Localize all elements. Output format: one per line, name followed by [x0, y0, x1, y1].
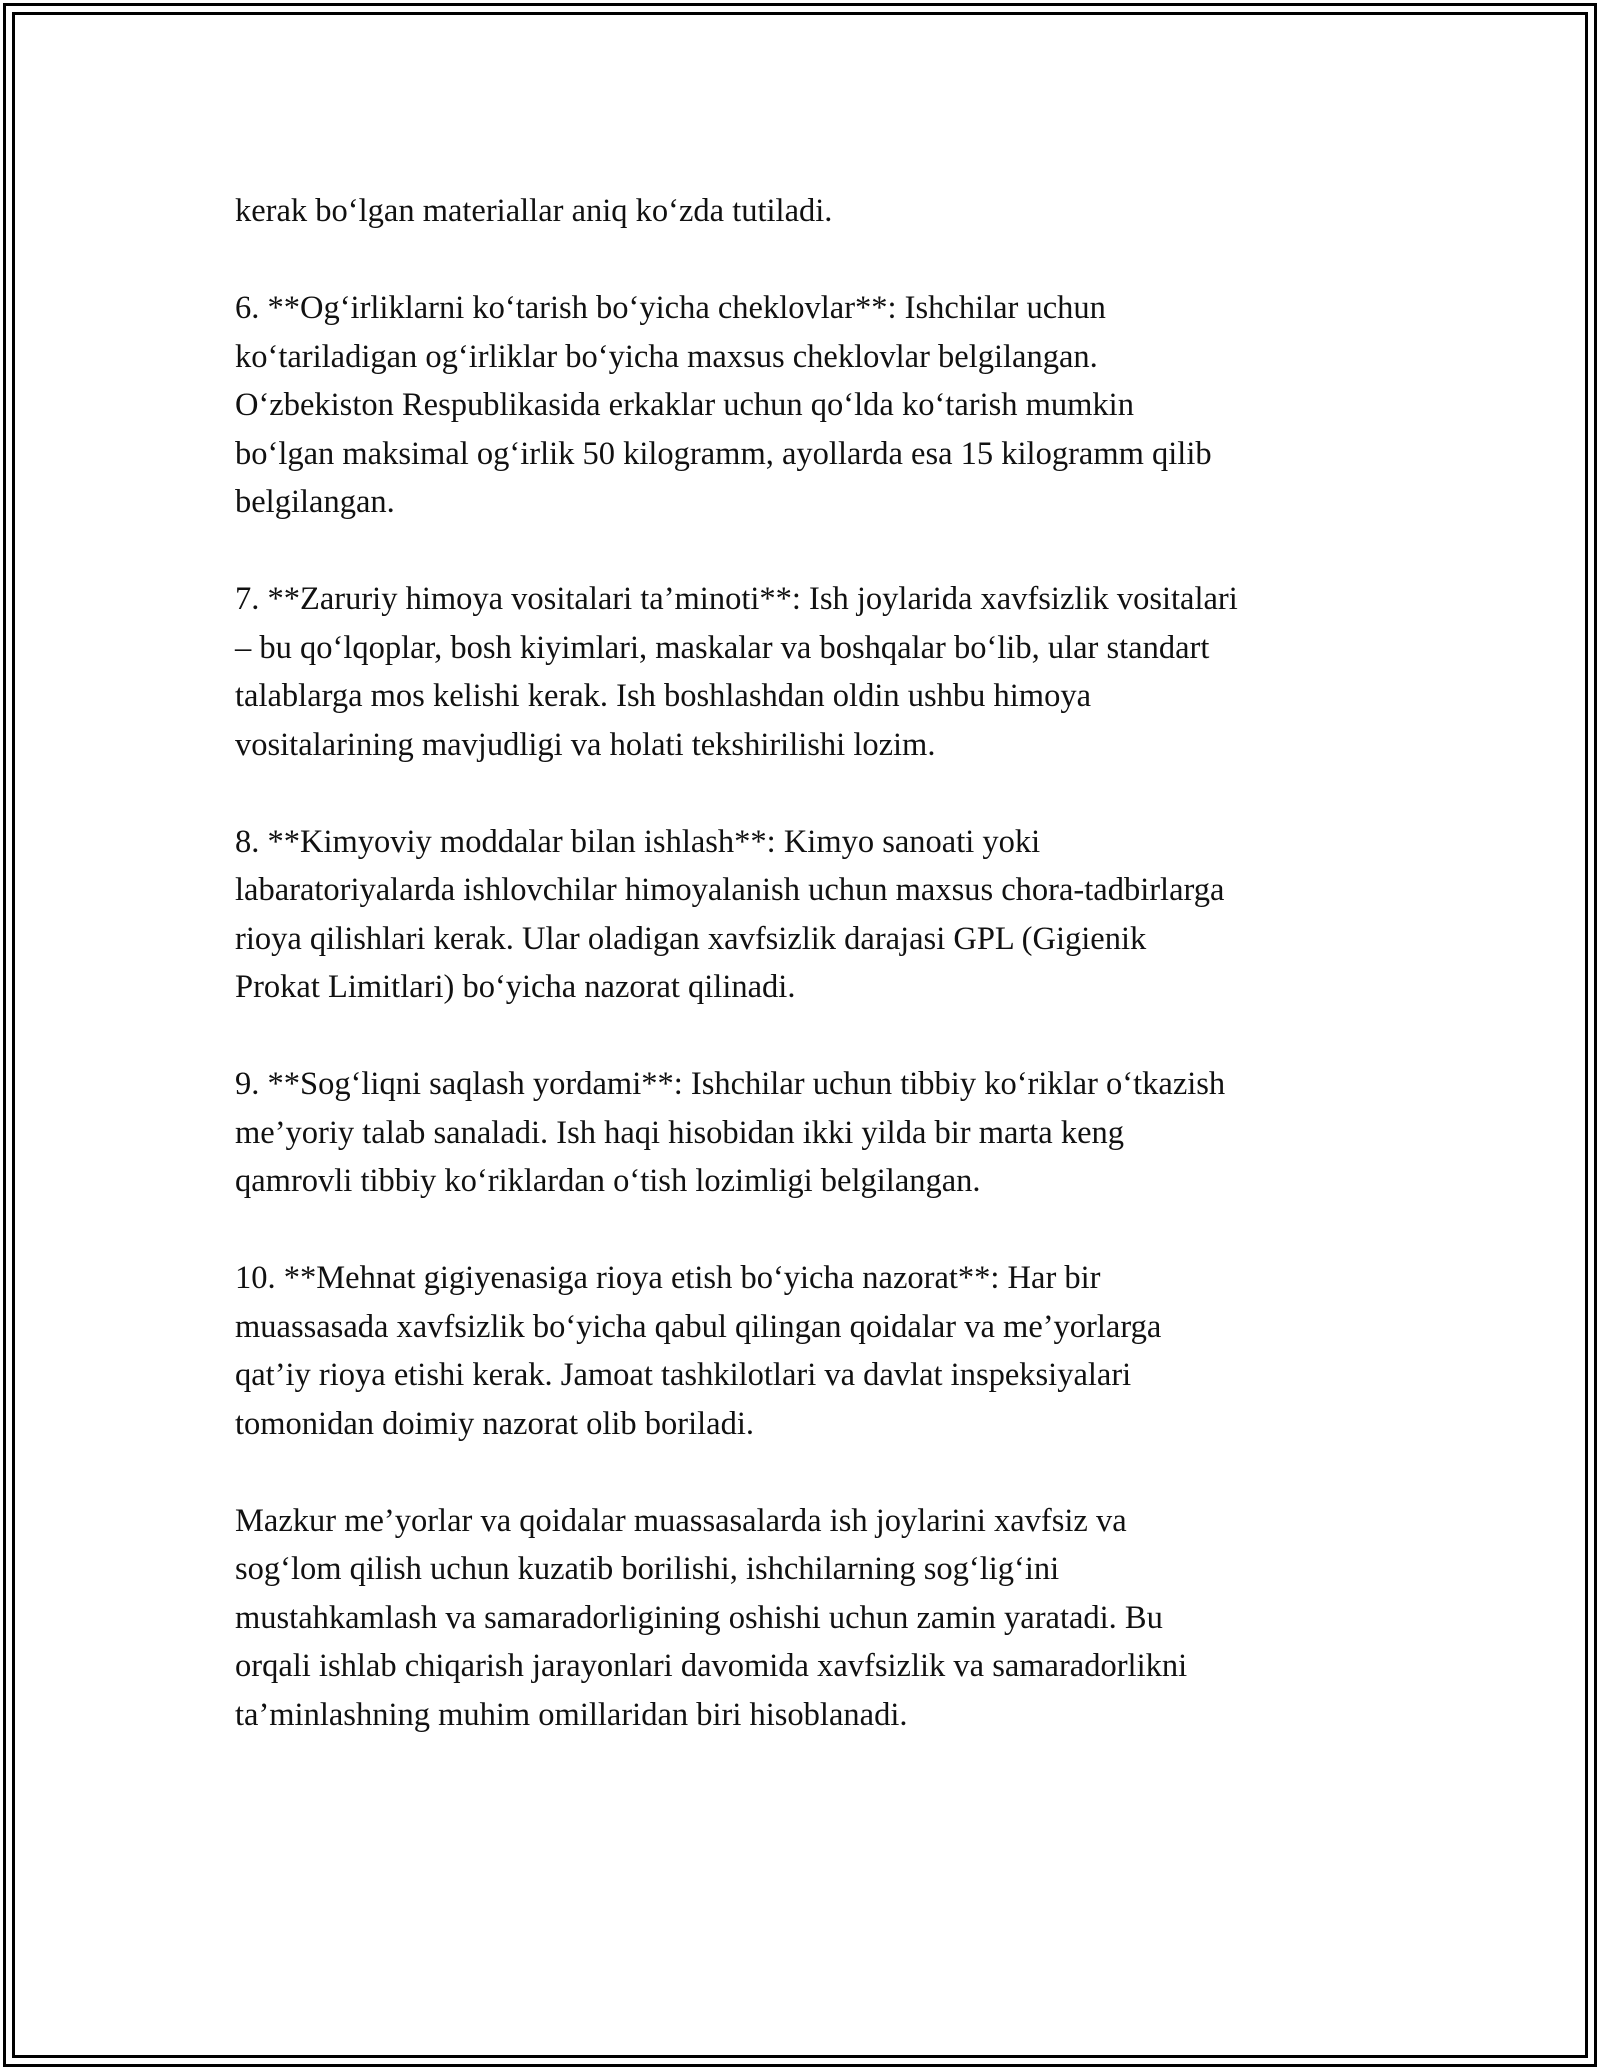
text-line: – bu qo‘lqoplar, bosh kiyimlari, maskalar va boshqalar bo‘lib, ular standart: [235, 629, 1210, 666]
text-line: 8. **Kimyoviy moddalar bilan ishlash**: Kimyo sanoati yoki: [235, 823, 1041, 860]
text-line: vositalarining mavjudligi va holati tekshirilishi lozim.: [235, 726, 936, 763]
text-line: belgilangan.: [235, 484, 395, 520]
text-line: orqali ishlab chiqarish jarayonlari davomida xavfsizlik va samaradorlikni: [235, 1648, 1188, 1684]
text-line: labaratoriyalarda ishlovchilar himoyalanish uchun maxsus chora-tadbirlarga: [235, 872, 1225, 908]
text-line: talablarga mos kelishi kerak. Ish boshlashdan oldin ushbu himoya: [235, 678, 1091, 714]
document-body: [235, 187, 1375, 1788]
paragraph-item-6: [235, 284, 1375, 527]
text-line: Prokat Limitlari) bo‘yicha nazorat qilinadi.: [235, 969, 796, 1005]
text-line: sog‘lom qilish uchun kuzatib borilishi, ishchilarning sog‘lig‘ini: [235, 1551, 1060, 1587]
text-line: ko‘tariladigan og‘irliklar bo‘yicha maxsus cheklovlar belgilangan.: [235, 338, 1098, 375]
paragraph-item-10: [235, 1254, 1375, 1448]
text-line: kerak bo‘lgan materiallar aniq ko‘zda tutiladi.: [235, 193, 833, 229]
paragraph-item-8: [235, 818, 1375, 1012]
text-line: mustahkamlash va samaradorligining oshishi uchun zamin yaratadi. Bu: [235, 1599, 1163, 1636]
text-line: ta’minlashning muhim omillaridan biri hisoblanadi.: [235, 1696, 908, 1733]
text-line: 7. **Zaruriy himoya vositalari ta’minoti**: Ish joylarida xavfsizlik vositalari: [235, 581, 1238, 617]
text-line: bo‘lgan maksimal og‘irlik 50 kilogramm, ayollarda esa 15 kilogramm qilib: [235, 435, 1212, 472]
text-line: me’yoriy talab sanaladi. Ish haqi hisobidan ikki yilda bir marta keng: [235, 1114, 1125, 1151]
text-line: 10. **Mehnat gigiyenasiga rioya etish bo‘yicha nazorat**: Har bir: [235, 1260, 1101, 1296]
text-line: 6. **Og‘irliklarni ko‘tarish bo‘yicha cheklovlar**: Ishchilar uchun: [235, 290, 1106, 326]
text-line: Mazkur me’yorlar va qoidalar muassasalarda ish joylarini xavfsiz va: [235, 1502, 1127, 1539]
paragraph-item-9: [235, 1060, 1375, 1206]
text-line: rioya qilishlari kerak. Ular oladigan xavfsizlik darajasi GPL (Gigienik: [235, 920, 1147, 957]
paragraph-continuation: [235, 187, 1375, 236]
paragraph-item-7: [235, 575, 1375, 769]
paragraph-conclusion: [235, 1497, 1375, 1740]
text-line: qat’iy rioya etishi kerak. Jamoat tashkilotlari va davlat inspeksiyalari: [235, 1357, 1132, 1393]
text-line: O‘zbekiston Respublikasida erkaklar uchun qo‘lda ko‘tarish mumkin: [235, 387, 1134, 423]
text-line: muassasada xavfsizlik bo‘yicha qabul qilingan qoidalar va me’yorlarga: [235, 1308, 1162, 1345]
text-line: tomonidan doimiy nazorat olib boriladi.: [235, 1405, 755, 1442]
text-line: qamrovli tibbiy ko‘riklardan o‘tish lozimligi belgilangan.: [235, 1163, 981, 1199]
text-line: 9. **Sog‘liqni saqlash yordami**: Ishchilar uchun tibbiy ko‘riklar o‘tkazish: [235, 1066, 1226, 1102]
